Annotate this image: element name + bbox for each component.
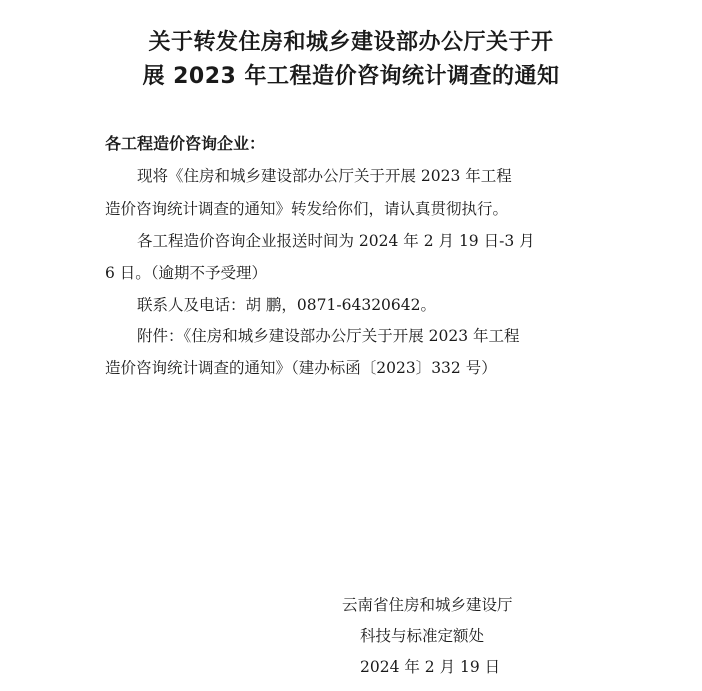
paragraph-2-line-2: 6 日。（逾期不予受理） (105, 264, 268, 282)
paragraph-1-line-1: 现将《住房和城乡建设部办公厅关于开展 2023 年工程 (137, 167, 512, 185)
signature-org: 云南省住房和城乡建设厅 (342, 596, 513, 614)
title-line-2: 展 2023 年工程造价咨询统计调查的通知 (142, 64, 560, 89)
paragraph-1-line-2: 造价咨询统计调查的通知》转发给你们，请认真贯彻执行。 (105, 200, 509, 218)
title-line-1: 关于转发住房和城乡建设部办公厅关于开 (148, 30, 554, 55)
salutation: 各工程造价咨询企业： (105, 134, 266, 153)
signature-dept: 科技与标准定额处 (360, 627, 485, 645)
attachment-line-1: 附件：《住房和城乡建设部办公厅关于开展 2023 年工程 (137, 327, 520, 345)
paragraph-2-line-1: 各工程造价咨询企业报送时间为 2024 年 2 月 19 日-3 月 (137, 232, 535, 250)
document-title (60, 26, 642, 94)
signature-date: 2024 年 2 月 19 日 (360, 658, 501, 676)
attachment-line-2: 造价咨询统计调查的通知》（建办标函〔2023〕332 号） (105, 359, 497, 377)
contact-line: 联系人及电话：胡 鹏，0871-64320642。 (137, 296, 437, 314)
